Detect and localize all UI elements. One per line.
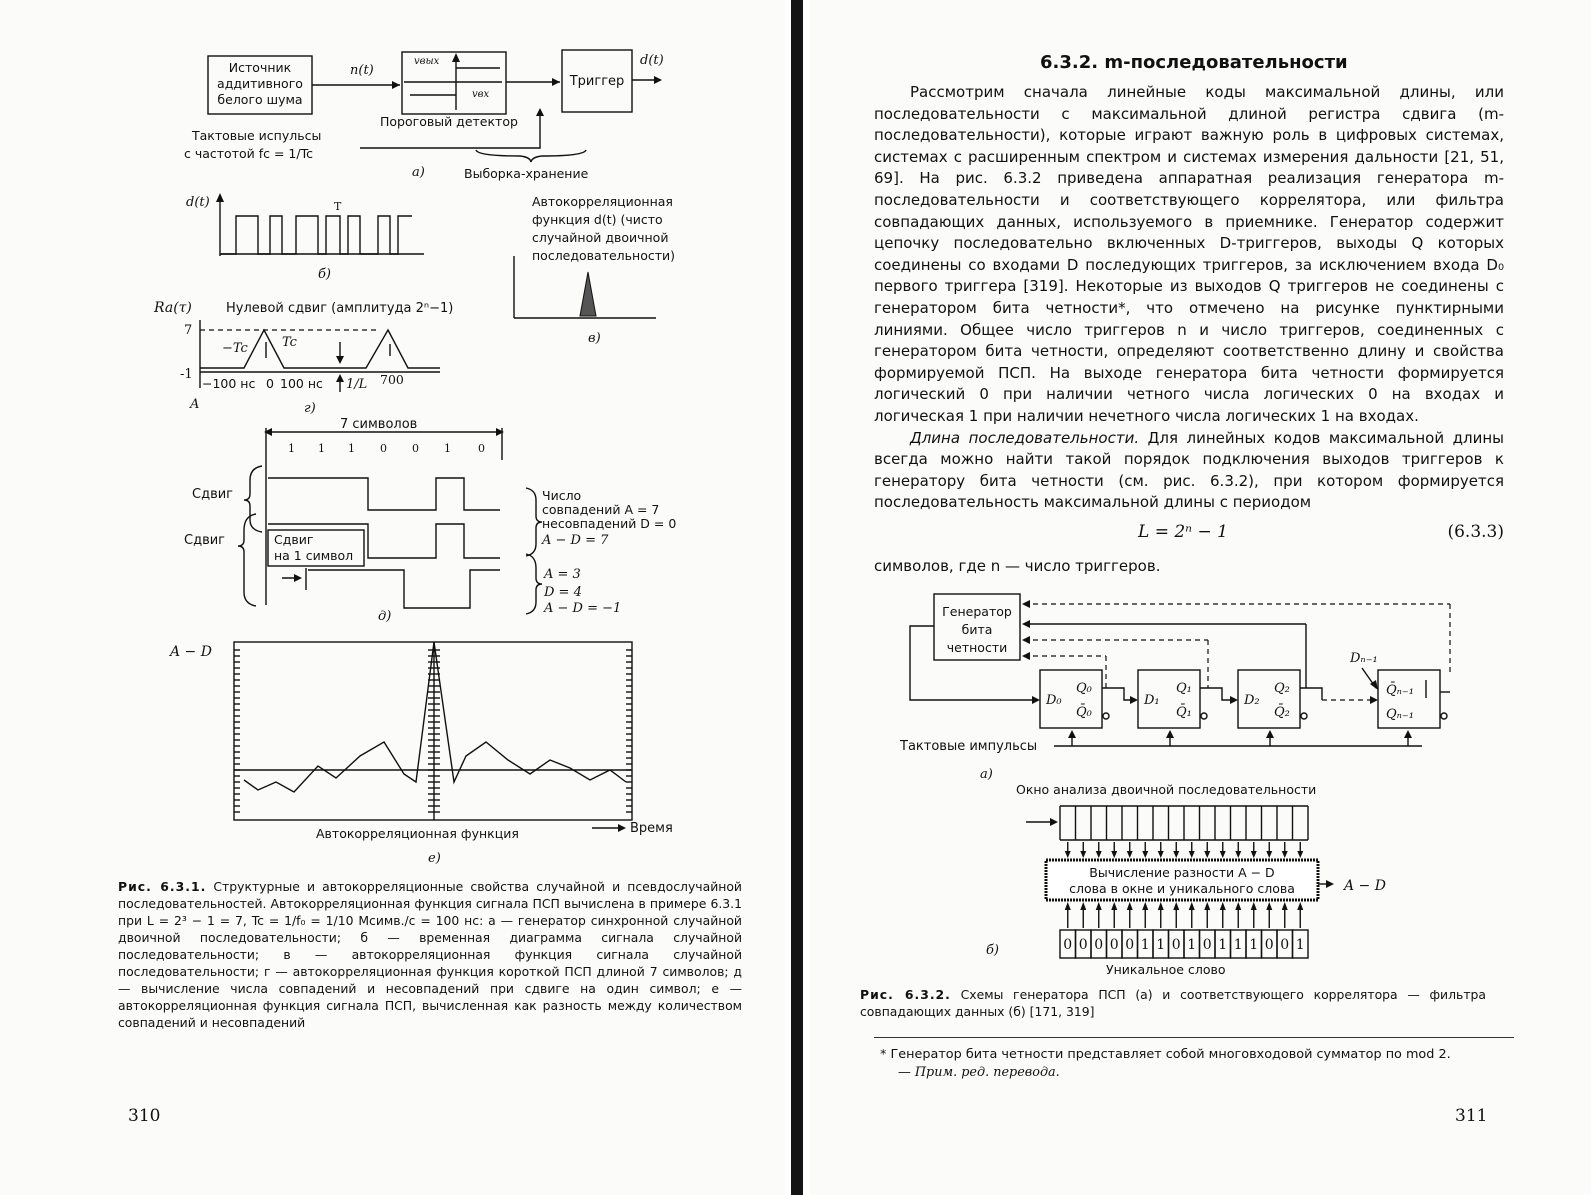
dn1: Dₙ₋₁: [1350, 651, 1378, 666]
fig-v-tag: в): [588, 331, 601, 346]
fig-d-tag: д): [378, 609, 392, 624]
unique-arrow: [1282, 902, 1288, 910]
caption-text: Структурные и автокорреляционные свойства случайной и псевдослучайной последовательностей. Автокорреляционная функция сигнала ПСП вычислена в примере 6.3.1 при L = 2³ − 1 = 7, Tc = 1/f₀ = 1/10 Мсимв./с = 100 нс: а — генератор синхронной случайной двоичной последовательности; б — временная диаграмма сигнала случайной последовательности; в — автокорреляционная функция сигнала случайной последовательности; г — автокорреляционная функция короткой ПСП длиной 7 символов; д — вычисление числа совпадений и несовпадений при сдвиге на один символ; е — автокорреляционная функция сигнала ПСП, вычисленная как разность между количеством совпадений и несовпадений: [118, 879, 742, 1030]
unique-arrow: [1189, 902, 1195, 910]
unique-bit: 0: [1078, 937, 1088, 953]
d1: D₁: [1144, 693, 1160, 708]
qn1: Qₙ₋₁: [1386, 707, 1414, 722]
fig-e-xlabel: Автокорреляционная функция: [316, 826, 519, 841]
minus-tc: −Tc: [222, 341, 248, 356]
unique-bit: 1: [1187, 937, 1197, 953]
plus-tc: Tc: [282, 335, 297, 350]
unique-arrow: [1235, 902, 1241, 910]
fig-6-3-2-a-tag: а): [980, 767, 993, 782]
unique-bit: 0: [1125, 937, 1135, 953]
shift-label-1: Сдвиг: [192, 487, 234, 502]
unique-arrow: [1065, 902, 1071, 910]
calc-line-2: слова в окне и уникального слова: [1069, 881, 1295, 896]
q1: Q₁: [1176, 681, 1192, 696]
calc-line-1: Вычисление разности A − D: [1089, 865, 1275, 880]
unique-bit: 1: [1295, 937, 1305, 953]
unique-arrows: [1065, 902, 1304, 928]
unique-label: Уникальное слово: [1106, 962, 1226, 977]
output-d-label: d(t): [640, 53, 664, 68]
window-arrow: [1282, 851, 1288, 858]
unique-arrow: [1096, 902, 1102, 910]
window-arrow: [1251, 851, 1257, 858]
tick-minus-100: −100 нс: [202, 376, 256, 391]
fig-v-title-3: случайной двоичной: [532, 230, 669, 245]
ad-output: A − D: [1344, 878, 1386, 894]
clock-line-1: Тактовые испульсы: [192, 128, 322, 143]
unique-arrow: [1127, 902, 1133, 910]
fig-v-title-1: Автокорреляционная: [532, 194, 673, 209]
bit-3: 1: [348, 442, 355, 455]
result2-line-2: D = 4: [544, 585, 582, 600]
unique-arrow: [1080, 902, 1086, 910]
fig-6-3-2-b: [986, 782, 1386, 977]
paragraph-1: Рассмотрим сначала линейные коды максимальной длины, или последовательности с максимальной длиной регистра сдвига (m-последовательности), которые играют важную роль в цифровых системах, системах с расширенным спектром и системах измерения дальности [21, 51, 69]. На рис. 6.3.2 приведена аппаратная реализация генератора m-последовательности и соответствующего коррелятора, или фильтра совпадающих данных, используемого в приемнике. Генератор содержит цепочку последовательно включенных D-триггеров, выходы Q которых соединены со входами D последующих триггеров, за исключением входа D₀ первого триггера [319]. Некоторые из выходов Q триггеров не соединены с генератором бита четности*, что отмечено на рисунке пунктирными линиями. Общее число триггеров n и число триггеров, соединенных с генератором бита четности, определяют соответственно длину и свойства формируемой ПСП. На выходе генератора бита четности формируется логический 0 при наличии четного числа логических 0 на входах и логическая 1 при наличии нечетного числа логических 1 на входах.: [874, 83, 1504, 425]
fig-g-y-bottom: -1: [180, 367, 193, 382]
fig-g-short-pn: [153, 300, 453, 416]
equation-number: (6.3.3): [1447, 522, 1504, 542]
section-title: 6.3.2. m-последовательности: [1040, 52, 1348, 73]
unique-arrow: [1173, 902, 1179, 910]
para2-text: Для линейных кодов максимальной длины всегда можно найти такой порядок подключения выходов триггеров к генератору бита четности (см. рис. 6.3.2), при котором формируется последовательность максимальной длины с периодом: [874, 428, 1504, 512]
equation: L = 2ⁿ − 1: [1138, 522, 1228, 542]
inner-shift-2: на 1 символ: [274, 548, 354, 563]
d0: D₀: [1046, 693, 1062, 708]
result1-line-3: несовпадений D = 0: [542, 516, 677, 531]
bit-5: 0: [412, 442, 419, 455]
bit-4: 0: [380, 442, 387, 455]
clock-line-2: с частотой fc = 1/Tc: [184, 146, 313, 161]
footnote-rule: [874, 1037, 1514, 1038]
tick-inv-l: 1/L: [346, 377, 368, 392]
fig-b-tick: T: [334, 200, 342, 213]
footnote-note: — Прим. ред. перевода.: [898, 1065, 1060, 1080]
window-register: [1060, 806, 1308, 858]
fig-e-ticks: [234, 650, 632, 812]
shift-label-2: Сдвиг: [184, 533, 226, 548]
sample-hold-label: Выборка-хранение: [464, 166, 589, 181]
detector-label: Пороговый детектор: [380, 114, 518, 129]
clock-label: Тактовые импульсы: [900, 739, 1038, 754]
result1-line-1: Число: [542, 488, 582, 503]
parity-line-1: Генератор: [942, 604, 1012, 619]
window-arrow: [1158, 851, 1164, 858]
unique-word-cells: [1060, 930, 1308, 958]
noise-label: n(t): [350, 63, 374, 78]
vout-label: vвых: [414, 56, 440, 67]
window-title: Окно анализа двоичной последовательности: [1016, 782, 1317, 797]
fig-e-time: Время: [630, 821, 673, 836]
footnote-text: * Генератор бита четности представляет собой многовходовой сумматор по mod 2.: [880, 1047, 1451, 1062]
fig-g-ylabel: Ra(τ): [154, 300, 192, 316]
caption-label-right: Рис. 6.3.2.: [860, 987, 951, 1002]
fig-g-title: Нулевой сдвиг (амплитуда 2ⁿ−1): [226, 301, 454, 316]
unique-bit: 1: [1249, 937, 1259, 953]
tick-700: 700: [380, 372, 404, 387]
para2-lead: Длина последовательности.: [910, 428, 1140, 447]
tick-plus-100: 100 нс: [280, 376, 323, 391]
bit-2: 1: [318, 442, 325, 455]
d2: D₂: [1244, 693, 1260, 708]
window-arrow: [1189, 851, 1195, 858]
window-arrow: [1204, 851, 1210, 858]
page-number-left: 310: [128, 1106, 161, 1126]
after-eq-text: символов, где n — число триггеров.: [874, 557, 1161, 575]
right-page: [810, 0, 1591, 1195]
q2: Q₂: [1274, 681, 1290, 696]
fig-e-ad: [168, 642, 673, 866]
window-arrow: [1266, 851, 1272, 858]
unique-arrow: [1266, 902, 1272, 910]
fig-b-axis-label: d(t): [186, 195, 210, 210]
fig-a-generator: [184, 50, 664, 181]
right-figures: [810, 0, 1591, 1000]
unique-bit: 0: [1094, 937, 1104, 953]
fig-b-timing: [186, 193, 424, 282]
bit-7: 0: [478, 442, 485, 455]
source-line-1: Источник: [228, 60, 292, 75]
window-arrow: [1297, 851, 1303, 858]
unique-bit: 1: [1233, 937, 1243, 953]
fig-a-tag: a): [412, 165, 425, 180]
fig-v-title-4: последовательности): [532, 248, 675, 263]
fig-g-y-top: 7: [184, 323, 193, 338]
unique-arrow: [1297, 902, 1303, 910]
vin-label: vвх: [472, 89, 490, 100]
parity-line-2: бита: [961, 622, 993, 637]
fig-g-tag: г): [304, 401, 316, 416]
window-arrow: [1142, 851, 1148, 858]
window-arrow: [1235, 851, 1241, 858]
fig-v-title-2: функция d(t) (чисто: [532, 212, 663, 227]
window-arrow: [1111, 851, 1117, 858]
unique-arrow: [1142, 902, 1148, 910]
fig-6-3-2-b-tag: б): [986, 943, 1000, 958]
unique-arrow: [1251, 902, 1257, 910]
unique-arrow: [1220, 902, 1226, 910]
result2-line-3: A − D = −1: [544, 601, 622, 616]
fig-6-3-2-a: [899, 594, 1450, 782]
unique-arrow: [1158, 902, 1164, 910]
unique-bit: 1: [1156, 937, 1166, 953]
tick-zero: 0: [266, 376, 274, 391]
fig-b-tag: б): [318, 267, 332, 282]
unique-bit: 0: [1264, 937, 1274, 953]
fig-d-matching: [184, 417, 676, 624]
result2-line-1: A = 3: [544, 567, 581, 582]
caption-text-right: Схемы генератора ПСП (а) и соответствующего коррелятора — фильтра совпадающих данных (б) [171, 319]: [860, 987, 1486, 1019]
q1bar: Q̄₁: [1176, 705, 1192, 720]
span-label: 7 символов: [340, 417, 418, 432]
qn1bar: Q̄ₙ₋₁: [1386, 683, 1414, 698]
unique-bit: 0: [1280, 937, 1290, 953]
unique-bit: 1: [1140, 937, 1150, 953]
footnote: [880, 1046, 1520, 1082]
fig-6-3-1-caption: [118, 878, 742, 1031]
unique-bit: 0: [1171, 937, 1181, 953]
unique-arrow: [1204, 902, 1210, 910]
q2bar: Q̄₂: [1274, 705, 1290, 720]
unique-bit: 0: [1202, 937, 1212, 953]
q0bar: Q̄₀: [1076, 705, 1092, 720]
result1-line-2: совпадений A = 7: [542, 502, 660, 517]
unique-bit: 0: [1063, 937, 1073, 953]
window-arrow: [1173, 851, 1179, 858]
inner-shift-1: Сдвиг: [274, 532, 314, 547]
unique-bit: 1: [1218, 937, 1228, 953]
bit-6: 1: [444, 442, 451, 455]
result1-line-4: A − D = 7: [542, 533, 609, 548]
q0: Q₀: [1076, 681, 1092, 696]
parity-line-3: четности: [946, 640, 1008, 655]
caption-label: Рис. 6.3.1.: [118, 879, 207, 894]
page-number-right: 311: [1455, 1106, 1488, 1126]
trigger-label: Триггер: [569, 74, 625, 89]
window-arrow: [1127, 851, 1133, 858]
window-arrow: [1065, 851, 1071, 858]
fig-v-autocorr: [514, 194, 675, 346]
window-arrow: [1220, 851, 1226, 858]
source-line-2: аддитивного: [217, 76, 303, 91]
source-line-3: белого шума: [217, 92, 303, 107]
left-page: [0, 0, 785, 1195]
fig-e-tag: е): [428, 851, 441, 866]
window-arrow: [1096, 851, 1102, 858]
unique-arrow: [1111, 902, 1117, 910]
book-spine: [791, 0, 803, 1195]
fig-6-3-2-caption: [860, 986, 1486, 1020]
window-arrow: [1080, 851, 1086, 858]
fig-e-ylabel: A − D: [170, 644, 212, 660]
fig-g-a-label: A: [190, 397, 200, 412]
bit-1: 1: [288, 442, 295, 455]
unique-bit: 0: [1109, 937, 1119, 953]
